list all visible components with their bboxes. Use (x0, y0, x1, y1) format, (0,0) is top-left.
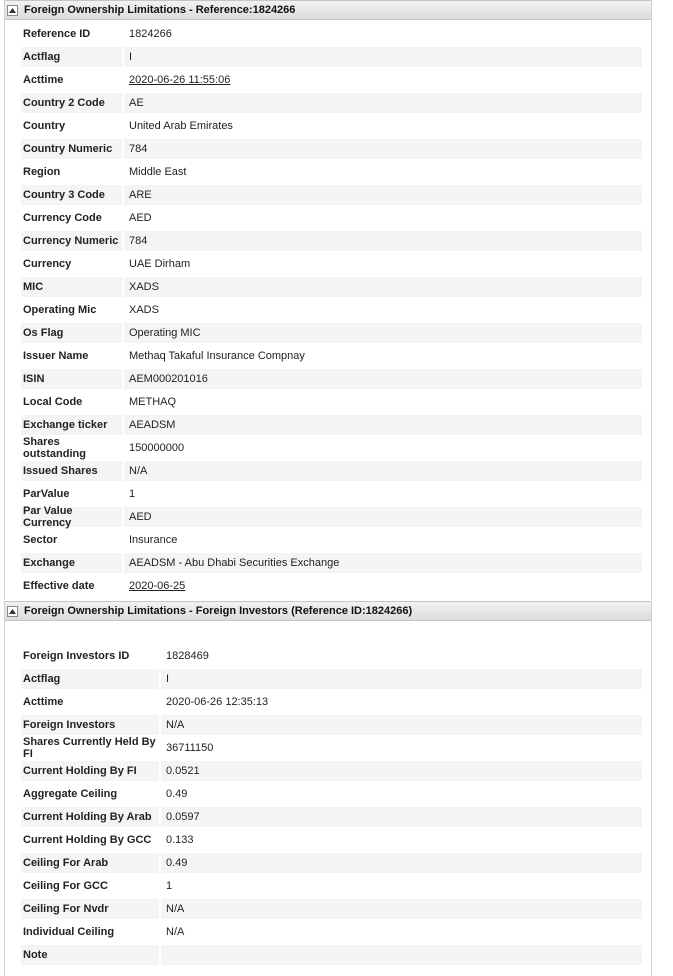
field-value: 2020-06-26 12:35:13 (166, 696, 269, 708)
table-row (21, 116, 642, 136)
table-row (21, 254, 642, 274)
field-value: N/A (161, 715, 642, 735)
table-row (21, 93, 642, 113)
table-row (21, 484, 642, 504)
field-label: Current Holding By GCC (23, 834, 152, 846)
field-label: Local Code (23, 396, 83, 408)
field-value: I (161, 669, 642, 689)
field-value: N/A (161, 899, 642, 919)
table-row (21, 277, 642, 297)
table-row (21, 438, 642, 458)
field-label: ParValue (23, 488, 70, 500)
field-label: Os Flag (21, 323, 122, 343)
field-value: ARE (124, 185, 642, 205)
field-label: Ceiling For Arab (21, 853, 159, 873)
table-row (21, 162, 642, 182)
table-row (21, 807, 642, 827)
table-row (21, 945, 642, 965)
field-value: Insurance (129, 534, 178, 546)
field-label: Reference ID (23, 28, 91, 40)
field-label: Shares outstanding (23, 436, 86, 460)
field-label: Par Value Currency (21, 507, 122, 527)
table-row (21, 761, 642, 781)
foreign-investors-panel-title: Foreign Ownership Limitations - Foreign Investors (Reference ID:1824266) (24, 605, 413, 617)
field-label: Exchange ticker (21, 415, 122, 435)
field-value: 150000000 (129, 442, 185, 454)
field-value: AEM000201016 (124, 369, 642, 389)
field-value: 784 (124, 139, 642, 159)
table-row (21, 646, 642, 666)
table-row (21, 24, 642, 44)
acttime-link[interactable]: 2020-06-26 11:55:06 (129, 74, 231, 86)
field-label: Exchange (21, 553, 122, 573)
table-row (21, 70, 642, 90)
field-label: Issued Shares (21, 461, 122, 481)
reference-panel-title: Foreign Ownership Limitations - Reference:1824266 (24, 4, 296, 16)
reference-panel-header[interactable] (5, 0, 651, 20)
field-value: 784 (124, 231, 642, 251)
field-label: Actflag (21, 47, 122, 67)
field-label: Ceiling For GCC (23, 880, 108, 892)
field-label: Actflag (21, 669, 159, 689)
field-label: Current Holding By Arab (21, 807, 159, 827)
field-value: 0.133 (166, 834, 194, 846)
field-value: 0.0597 (161, 807, 642, 827)
table-row (21, 346, 642, 366)
field-label: Issuer Name (23, 350, 89, 362)
table-row (21, 323, 642, 343)
field-value: Middle East (129, 166, 187, 178)
table-row (21, 231, 642, 251)
table-row (21, 369, 642, 389)
field-value: METHAQ (129, 396, 177, 408)
foreign-investors-panel (4, 601, 652, 976)
field-value: 1 (129, 488, 136, 500)
field-value: Operating MIC (124, 323, 642, 343)
field-label: Foreign Investors ID (23, 650, 130, 662)
table-row (21, 922, 642, 942)
field-value: I (124, 47, 642, 67)
table-row (21, 300, 642, 320)
field-value: UAE Dirham (129, 258, 191, 270)
table-row (21, 415, 642, 435)
field-value: N/A (124, 461, 642, 481)
field-label: Aggregate Ceiling (23, 788, 118, 800)
field-label: Currency (23, 258, 72, 270)
field-label: Operating Mic (23, 304, 97, 316)
table-row (21, 830, 642, 850)
table-row (21, 576, 642, 596)
table-row (21, 553, 642, 573)
field-label: Country 2 Code (21, 93, 122, 113)
field-value: XADS (129, 304, 159, 316)
field-label: Effective date (23, 580, 95, 592)
table-row (21, 692, 642, 712)
field-label: Region (23, 166, 61, 178)
table-row (21, 208, 642, 228)
acttime-value[interactable] (124, 70, 642, 90)
field-value: 1828469 (166, 650, 209, 662)
field-label: Sector (23, 534, 58, 546)
field-label: Current Holding By FI (21, 761, 159, 781)
table-row (21, 530, 642, 550)
table-row (21, 185, 642, 205)
foreign-investors-panel-header[interactable] (5, 601, 651, 621)
field-label: Ceiling For Nvdr (21, 899, 159, 919)
table-row (21, 507, 642, 527)
effective-date-value[interactable] (124, 576, 642, 596)
field-label: Foreign Investors (21, 715, 159, 735)
field-label: Acttime (23, 696, 64, 708)
field-label: Note (21, 945, 159, 965)
field-label: Country (23, 120, 66, 132)
collapse-icon[interactable] (7, 606, 18, 617)
field-value: AED (129, 212, 152, 224)
table-row (21, 461, 642, 481)
reference-panel (4, 0, 652, 600)
field-value: 36711150 (166, 742, 214, 754)
table-row (21, 47, 642, 67)
field-value: N/A (166, 926, 185, 938)
field-label: Currency Code (23, 212, 102, 224)
field-label: Acttime (23, 74, 64, 86)
field-value: 0.49 (161, 853, 642, 873)
table-row (21, 784, 642, 804)
field-label: Shares Currently Held By FI (23, 736, 156, 760)
table-row (21, 715, 642, 735)
field-value: 0.49 (166, 788, 188, 800)
field-value: AE (124, 93, 642, 113)
field-value: AEADSM (124, 415, 642, 435)
field-value: AEADSM - Abu Dhabi Securities Exchange (124, 553, 642, 573)
field-label: Country 3 Code (21, 185, 122, 205)
field-value: 0.0521 (161, 761, 642, 781)
table-row (21, 876, 642, 896)
field-value: Methaq Takaful Insurance Compnay (129, 350, 305, 362)
table-row (21, 738, 642, 758)
field-label: MIC (21, 277, 122, 297)
field-label: Currency Numeric (21, 231, 122, 251)
field-label: Individual Ceiling (23, 926, 115, 938)
field-label: Country Numeric (21, 139, 122, 159)
reference-table (21, 24, 642, 599)
field-value: United Arab Emirates (129, 120, 233, 132)
table-row (21, 139, 642, 159)
collapse-icon[interactable] (7, 5, 18, 16)
field-value: XADS (124, 277, 642, 297)
field-value: 1824266 (129, 28, 172, 40)
field-value: AED (124, 507, 642, 527)
table-row (21, 853, 642, 873)
effective-date-link[interactable]: 2020-06-25 (129, 580, 186, 592)
field-value: 1 (166, 880, 173, 892)
table-row (21, 669, 642, 689)
table-row (21, 392, 642, 412)
table-row (21, 899, 642, 919)
foreign-investors-table (21, 646, 642, 968)
field-label: ISIN (21, 369, 122, 389)
field-value (161, 945, 642, 965)
